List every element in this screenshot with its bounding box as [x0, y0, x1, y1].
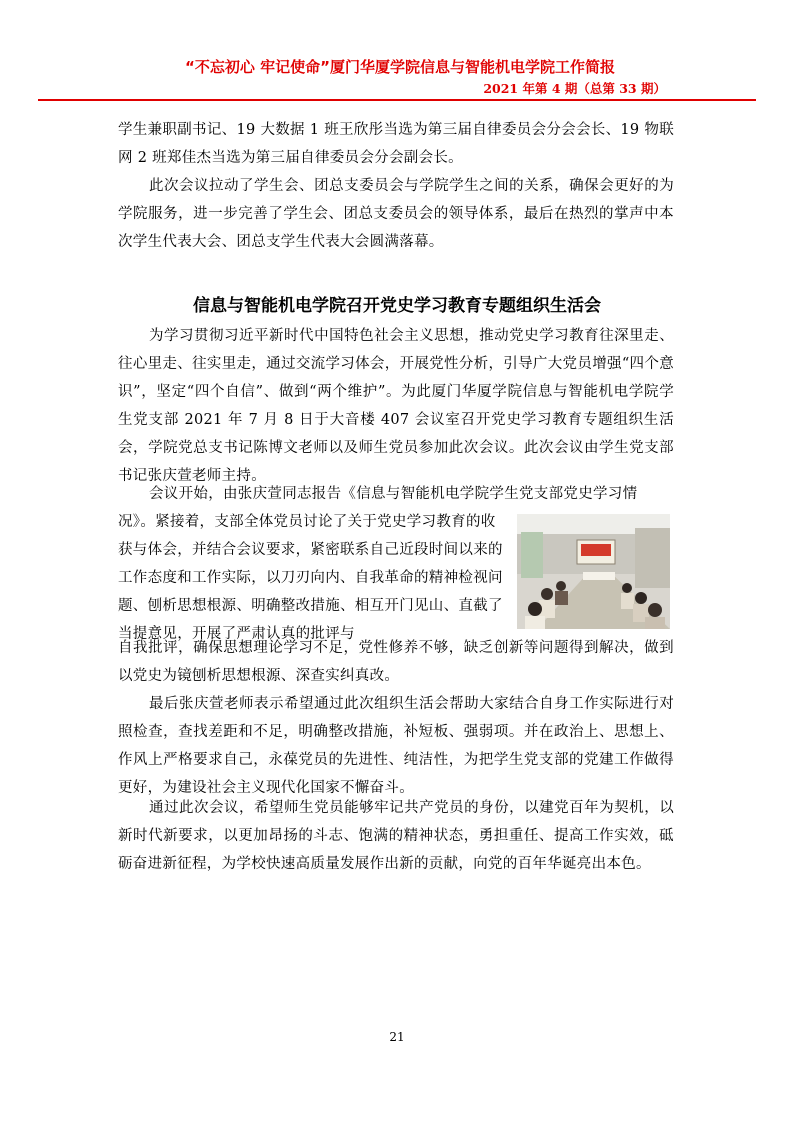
header-divider: [38, 99, 756, 101]
article-paragraph-4: 通过此次会议，希望师生党员能够牢记共产党员的身份，以建党百年为契机，以新时代新要求，以更加昂扬的斗志、饱满的精神状态，勇担重任、提高工作实效，砥砺奋进新征程，为学校快速高质量发展作出新的贡献，向党的百年华诞亮出本色。: [118, 800, 674, 872]
article-paragraph-3: 最后张庆萱老师表示希望通过此次组织生活会帮助大家结合自身工作实际进行对照检查，查找差距和不足，明确整改措施，补短板、强弱项。并在政治上、思想上、作风上严格要求自己，永葆党员的先进性、纯洁性，为把学生党支部的党建工作做得更好，为建设社会主义现代化国家不懈奋斗。: [118, 696, 674, 796]
article-paragraph-2-rest: 自我批评，确保思想理论学习不足，党性修养不够，缺乏创新等问题得到解决，做到以党史为镜刨析思想根源、深查实纠真改。: [118, 640, 674, 684]
article-paragraph-2-line1: 会议开始，由张庆萱同志报告《信息与智能机电学院学生党支部党史学习情: [149, 486, 638, 502]
meeting-photo: [517, 514, 670, 629]
article-paragraph-2-wrap: 况》。紧接着，支部全体党员讨论了关于党史学习教育的收获与体会，并结合会议要求，紧密联系自己近段时间以来的工作态度和工作实际，以刀刃向内、自我革命的精神检视问题、刨析思想根源、明确整改措施、相互开门见山、直截了当提意见，开展了严肃认真的批评与: [118, 514, 503, 642]
paragraph-continued: 学生兼职副书记、19 大数据 1 班王欣彤当选为第三届自律委员会分会会长、19 物联网 2 班郑佳杰当选为第三届自律委员会分会副会长。: [118, 122, 674, 166]
paragraph-closing: 此次会议拉动了学生会、团总支委员会与学院学生之间的关系，确保会更好的为学院服务，进一步完善了学生会、团总支委员会的领导体系，最后在热烈的掌声中本次学生代表大会、团总支学生代表大会圆满落幕。: [118, 178, 674, 250]
article-heading: 信息与智能机电学院召开党史学习教育专题组织生活会: [193, 296, 601, 316]
page-number: 21: [389, 1030, 405, 1044]
article-paragraph-1: 为学习贯彻习近平新时代中国特色社会主义思想，推动党史学习教育往深里走、往心里走、往实里走，通过交流学习体会，开展党性分析，引导广大党员增强“四个意识”，坚定“四个自信”、做到“两个维护”。为此厦门华厦学院信息与智能机电学院学生党支部 2021 年 7 月 8 日于大音楼 407 会议室召开党史学习教育专题组织生活会，学院党总支书记陈博文老师以及师生党员参加此次会议。此次会议由学生党支部书记张庆萱老师主持。: [118, 328, 674, 484]
header-title: “不忘初心 牢记使命”厦门华厦学院信息与智能机电学院工作简报: [185, 58, 615, 76]
meeting-room-image: [517, 514, 670, 629]
issue-number: 2021 年第 4 期（总第 33 期）: [483, 81, 666, 96]
